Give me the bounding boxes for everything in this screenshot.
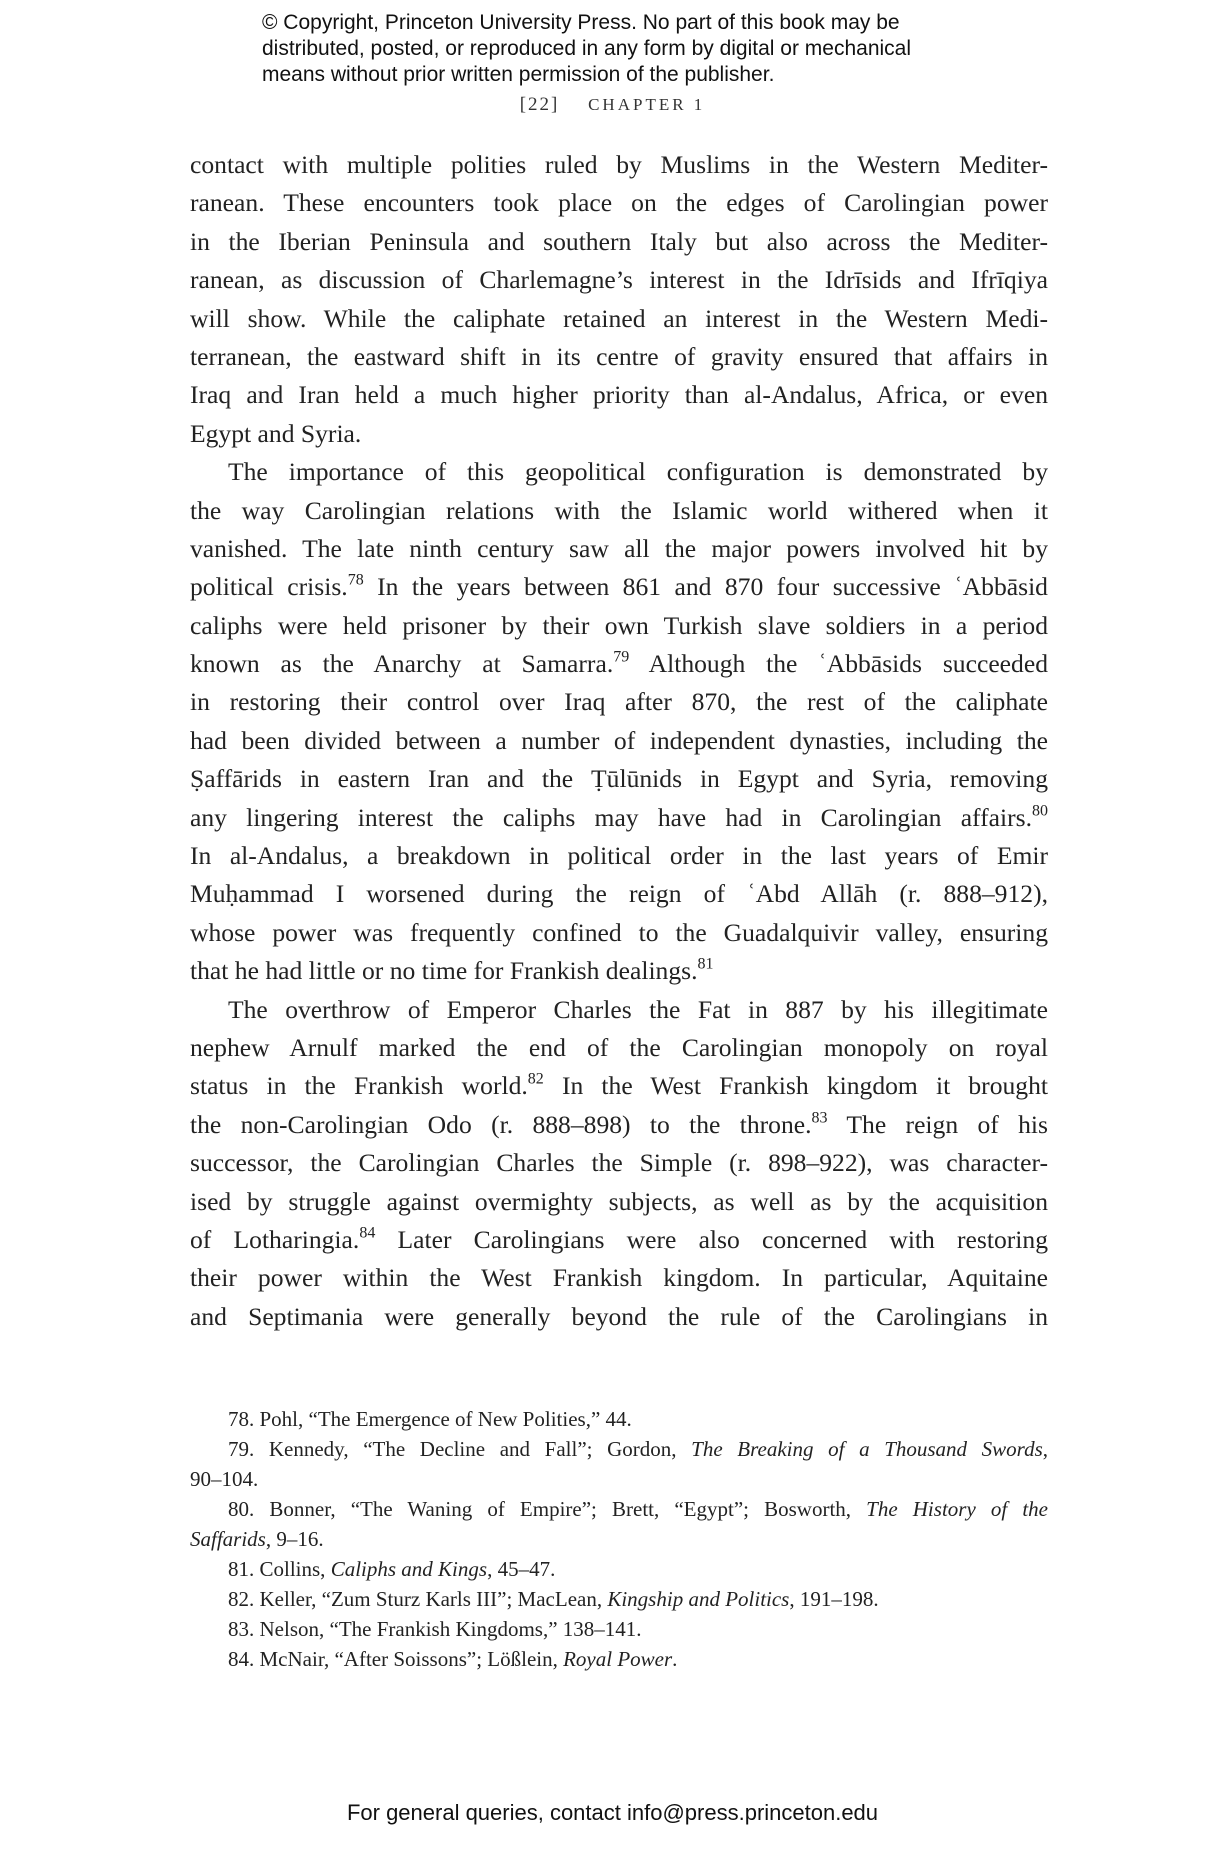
- copyright-notice: [262, 10, 982, 88]
- text-line: Muḥammad I worsened during the reign of ʿAbd Allāh (r. 888–912),: [190, 879, 1048, 909]
- text-line: [190, 1221, 1048, 1259]
- footnote-text: ,: [1042, 1437, 1048, 1461]
- footnote-title: Kingship and Politics: [607, 1587, 790, 1611]
- text-line: in restoring their control over Iraq after 870, the rest of the caliphate: [190, 687, 1048, 717]
- footnote-title: Caliphs and Kings: [330, 1557, 488, 1581]
- footnote-82: [190, 1584, 1048, 1614]
- text-line: [190, 952, 1048, 990]
- text-fragment: any lingering interest the caliphs may have had in Carolingian affairs.: [190, 802, 1032, 832]
- contact-footer: For general queries, contact info@press.princeton.edu: [346, 1800, 879, 1825]
- footnotes: [190, 1404, 1048, 1674]
- footnote-text: 81. Collins,: [228, 1557, 331, 1581]
- main-text: [190, 146, 1048, 1336]
- text-line: will show. While the caliphate retained an interest in the Western Medi-: [190, 303, 1048, 333]
- text-line: Iraq and Iran held a much higher priority than al-Andalus, Africa, or even: [190, 380, 1048, 410]
- footnote-title: Royal Power: [563, 1647, 673, 1671]
- copyright-line: © Copyright, Princeton University Press. No part of this book may be: [262, 11, 900, 34]
- text-line: ranean. These encounters took place on the edges of Carolingian power: [190, 188, 1048, 218]
- text-line: Ṣaffārids in eastern Iran and the Ṭūlūnids in Egypt and Syria, removing: [190, 764, 1048, 794]
- page-number: [22]: [519, 94, 560, 115]
- text-fragment: In the years between 861 and 870 four successive ʿAbbāsid: [363, 572, 1048, 602]
- text-fragment: that he had little or no time for Frankish dealings.: [190, 956, 698, 986]
- footnote-80: [190, 1494, 1048, 1524]
- footnote-title: The History of the: [866, 1497, 1048, 1521]
- note-ref-79[interactable]: 79: [613, 648, 630, 666]
- text-fragment: The reign of his: [827, 1109, 1048, 1139]
- footnote-79-cont: 90–104.: [190, 1467, 259, 1491]
- text-line: The importance of this geopolitical configuration is demonstrated by: [228, 457, 1048, 487]
- text-line: Egypt and Syria.: [190, 418, 362, 448]
- footnote-title: The Breaking of a Thousand Swords: [691, 1437, 1043, 1461]
- footnote-title: Saffarids: [190, 1527, 266, 1551]
- footnote-text: 84. McNair, “After Soissons”; Lößlein,: [228, 1647, 564, 1671]
- text-fragment: In the West Frankish kingdom it brought: [543, 1071, 1048, 1101]
- text-line: [190, 1106, 1048, 1144]
- footnote-text: , 9–16.: [265, 1527, 324, 1551]
- note-ref-83[interactable]: 83: [811, 1109, 828, 1127]
- text-line: [190, 568, 1048, 606]
- note-ref-80[interactable]: 80: [1032, 802, 1048, 820]
- text-line: vanished. The late ninth century saw all the major powers involved hit by: [190, 533, 1048, 563]
- text-line: in the Iberian Peninsula and southern Italy but also across the Mediter-: [190, 226, 1048, 256]
- text-line: caliphs were held prisoner by their own Turkish slave soldiers in a period: [190, 610, 1048, 640]
- text-fragment: Later Carolingians were also concerned with restoring: [375, 1224, 1048, 1254]
- text-fragment: known as the Anarchy at Samarra.: [190, 649, 614, 679]
- text-line: In al-Andalus, a breakdown in political order in the last years of Emir: [190, 841, 1048, 871]
- chapter-title: CHAPTER 1: [588, 95, 706, 114]
- note-ref-82[interactable]: 82: [527, 1070, 544, 1088]
- footnote-text: 82. Keller, “Zum Sturz Karls III”; MacLean,: [228, 1587, 608, 1611]
- footnote-text: 80. Bonner, “The Waning of Empire”; Brett, “Egypt”; Bosworth,: [228, 1497, 867, 1521]
- text-fragment: Although the ʿAbbāsids succeeded: [629, 649, 1048, 679]
- copyright-line: distributed, posted, or reproduced in any form by digital or mechanical: [262, 37, 912, 60]
- text-line: their power within the West Frankish kingdom. In particular, Aquitaine: [190, 1263, 1048, 1293]
- footnote-text: .: [672, 1647, 678, 1671]
- footnote-80-cont: [190, 1524, 1048, 1554]
- text-line: successor, the Carolingian Charles the Simple (r. 898–922), was character-: [190, 1148, 1048, 1178]
- running-head: [0, 94, 1225, 116]
- text-line: [190, 645, 1048, 683]
- text-line: contact with multiple polities ruled by Muslims in the Western Mediter-: [190, 150, 1048, 179]
- text-line: ised by struggle against overmighty subjects, as well as by the acquisition: [190, 1186, 1048, 1216]
- text-line: [190, 1067, 1048, 1105]
- text-line: terranean, the eastward shift in its centre of gravity ensured that affairs in: [190, 341, 1048, 371]
- footnote-84: [190, 1644, 1048, 1674]
- text-fragment: political crisis.: [190, 572, 348, 602]
- text-line: whose power was frequently confined to the Guadalquivir valley, ensuring: [190, 917, 1048, 947]
- note-ref-84[interactable]: 84: [359, 1224, 376, 1242]
- note-ref-78[interactable]: 78: [347, 571, 364, 589]
- text-fragment: the non-Carolingian Odo (r. 888–898) to the throne.: [190, 1109, 812, 1139]
- text-line: had been divided between a number of independent dynasties, including the: [190, 725, 1048, 755]
- text-line: nephew Arnulf marked the end of the Carolingian monopoly on royal: [190, 1032, 1048, 1062]
- text-fragment: status in the Frankish world.: [190, 1071, 528, 1101]
- footnote-text: 79. Kennedy, “The Decline and Fall”; Gordon,: [228, 1437, 692, 1461]
- text-line: [190, 799, 1048, 837]
- text-line: ranean, as discussion of Charlemagne’s interest in the Idrīsids and Ifrīqiya: [190, 265, 1048, 295]
- copyright-line: means without prior written permission of the publisher.: [262, 63, 775, 86]
- footnote-78: 78. Pohl, “The Emergence of New Polities,” 44.: [228, 1407, 632, 1431]
- footnote-text: , 45–47.: [487, 1557, 556, 1581]
- footnote-79: [190, 1434, 1048, 1464]
- text-line: The overthrow of Emperor Charles the Fat in 887 by his illegitimate: [228, 994, 1048, 1024]
- footnote-81: [190, 1554, 1048, 1584]
- text-line: the way Carolingian relations with the Islamic world withered when it: [190, 495, 1048, 525]
- text-fragment: of Lotharingia.: [190, 1224, 360, 1254]
- note-ref-81[interactable]: 81: [697, 955, 714, 973]
- footnote-83: 83. Nelson, “The Frankish Kingdoms,” 138–141.: [228, 1617, 642, 1641]
- footnote-text: , 191–198.: [789, 1587, 879, 1611]
- text-line: and Septimania were generally beyond the rule of the Carolingians in: [190, 1301, 1048, 1331]
